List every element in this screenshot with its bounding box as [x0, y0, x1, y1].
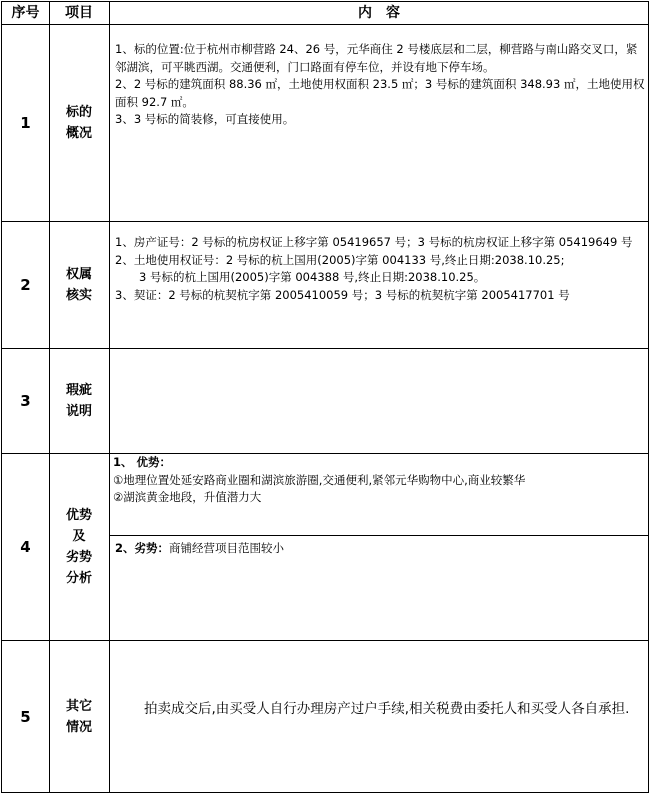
advantage-item: ②湖滨黄金地段，升值潜力大: [113, 490, 262, 505]
row-item: [49, 453, 109, 640]
row-index: 1: [20, 113, 31, 132]
column-divider: [109, 2, 110, 792]
row-content: [115, 41, 645, 129]
row-index: 3: [20, 391, 31, 410]
content-paragraph: 1、标的位置:位于杭州市柳营路 24、26 号，元华商住 2 号楼底层和二层，柳营路与南山路交叉口，紧邻湖滨，可平眺西湖。交通便利，门口路面有停车位，并设有地下停车场。: [115, 42, 638, 74]
row-item-line: 标的: [65, 104, 92, 120]
content-paragraph: 2、土地使用权证号：2 号标的杭上国用(2005)字第 004133 号,终止日期:2038.10.25;: [115, 252, 565, 267]
header-index: 序号: [11, 5, 40, 21]
advantages-section: [113, 454, 646, 507]
header-item: 项目: [65, 5, 93, 21]
row-item-line: 瑕疵: [65, 382, 92, 398]
content-paragraph: 拍卖成交后,由买受人自行办理房产过户手续,相关税费由委托人和买受人各自承担.: [144, 701, 630, 717]
row-item-line: 权属: [65, 266, 92, 282]
row-item: [49, 24, 109, 221]
row-item-line: 概况: [65, 125, 92, 141]
row-item-line: 其它: [65, 698, 92, 714]
content-paragraph: 1、房产证号：2 号标的杭房权证上移字第 05419657 号；3 号标的杭房权证上移字第 05419649 号: [115, 235, 633, 249]
content-paragraph: 3、契证：2 号标的杭契杭字第 2005410059 号；3 号标的杭契杭字第 2005417701 号: [115, 287, 570, 302]
disadvantages-label: 2、劣势：: [115, 541, 170, 555]
row-index: 5: [20, 707, 31, 726]
row-item-line: 分析: [65, 570, 92, 586]
row-item-line: 情况: [65, 719, 92, 735]
row-item-line: 核实: [65, 287, 92, 303]
advantage-item: ①地理位置处延安路商业圈和湖滨旅游圈,交通便利,紧邻元华购物中心,商业较繁华: [113, 472, 526, 487]
property-info-table: [1, 1, 649, 793]
advantages-title: 1、 优势：: [113, 455, 172, 469]
row-item-line: 劣势: [65, 549, 92, 565]
row-index: 4: [20, 537, 31, 556]
row-subdivider: [109, 535, 648, 536]
header-content: 内 容: [358, 5, 400, 21]
disadvantages-text: 商铺经营项目范围较小: [169, 541, 285, 555]
row-item-line: 及: [72, 528, 86, 544]
content-paragraph: 2、2 号标的建筑面积 88.36 ㎡，土地使用权面积 23.5 ㎡；3 号标的建筑面积 348.93 ㎡，土地使用权面积 92.7 ㎡。: [115, 77, 645, 109]
row-item-line: 优势: [65, 507, 92, 523]
row-content: [116, 699, 644, 720]
row-item: [49, 221, 109, 348]
row-item: [49, 348, 109, 453]
row-index: 2: [20, 275, 31, 294]
disadvantages-section: [115, 540, 645, 558]
content-paragraph: 3 号标的杭上国用(2005)字第 004388 号,终止日期:2038.10.25。: [139, 270, 486, 285]
row-content: [115, 234, 645, 304]
row-item: [49, 640, 109, 793]
row-item-line: 说明: [65, 403, 92, 419]
content-paragraph: 3、3 号标的简装修，可直接使用。: [115, 112, 295, 127]
